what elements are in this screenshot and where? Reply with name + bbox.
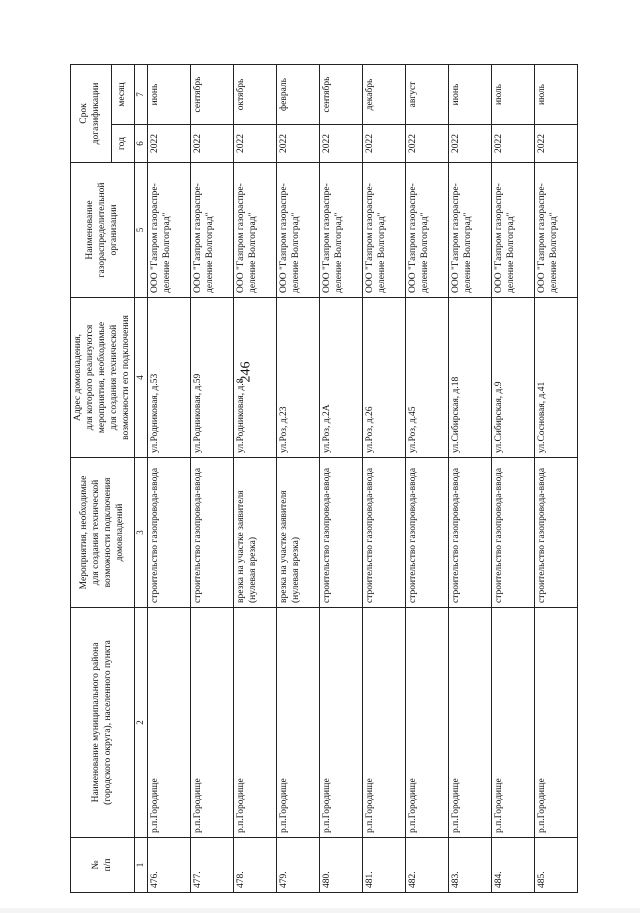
cell-measure: строительство газопровода-ввода — [406, 458, 449, 608]
cell-measure: строительство газопровода-ввода — [148, 458, 191, 608]
cell-year: 2022 — [234, 125, 277, 163]
cell-address: ул.Сибирская, д.9 — [492, 298, 535, 458]
cell-num: 478. — [234, 838, 277, 893]
column-number: 3 — [135, 458, 148, 608]
cell-org: ООО "Газпром газораспре-деление Волгоград" — [234, 163, 277, 298]
cell-settlement: р.п.Городище — [449, 608, 492, 838]
cell-year: 2022 — [191, 125, 234, 163]
table-row — [277, 65, 320, 893]
cell-settlement: р.п.Городище — [492, 608, 535, 838]
cell-address: ул.Сибирская, д.18 — [449, 298, 492, 458]
header-settlement: Наименование муниципального района (городского округа), населенного пункта — [71, 608, 135, 838]
header-month: месяц — [111, 65, 135, 125]
cell-address: ул.Роз, д.26 — [363, 298, 406, 458]
cell-month: июнь — [148, 65, 191, 125]
cell-org: ООО "Газпром газораспре-деление Волгоград" — [492, 163, 535, 298]
cell-month: август — [406, 65, 449, 125]
column-number: 1 — [135, 838, 148, 893]
header-address: Адрес домовладения, для которого реализуются мероприятия, необходимые для создания технической возможности его подключения — [71, 298, 135, 458]
column-number: 7 — [135, 65, 148, 125]
cell-measure: врезка на участке заявителя (нулевая врезка) — [234, 458, 277, 608]
cell-month: июль — [535, 65, 578, 125]
cell-measure: строительство газопровода-ввода — [191, 458, 234, 608]
cell-month: сентябрь — [191, 65, 234, 125]
cell-org: ООО "Газпром газораспре-деление Волгоград" — [363, 163, 406, 298]
cell-org: ООО "Газпром газораспре-деление Волгоград" — [191, 163, 234, 298]
cell-address: ул.Роз, д.2А — [320, 298, 363, 458]
cell-settlement: р.п.Городище — [363, 608, 406, 838]
cell-month: декабрь — [363, 65, 406, 125]
cell-measure: строительство газопровода-ввода — [449, 458, 492, 608]
cell-num: 476. — [148, 838, 191, 893]
cell-measure: врезка на участке заявителя (нулевая врезка) — [277, 458, 320, 608]
cell-settlement: р.п.Городище — [277, 608, 320, 838]
cell-address: ул.Роз, д.23 — [277, 298, 320, 458]
header-number: № п/п — [71, 838, 135, 893]
column-number-row — [135, 65, 148, 893]
cell-settlement: р.п.Городище — [320, 608, 363, 838]
cell-num: 482. — [406, 838, 449, 893]
cell-org: ООО "Газпром газораспре-деление Волгоград" — [449, 163, 492, 298]
column-number: 6 — [135, 125, 148, 163]
cell-month: сентябрь — [320, 65, 363, 125]
cell-month: июль — [492, 65, 535, 125]
cell-address: ул.Сосновая, д.41 — [535, 298, 578, 458]
cell-measure: строительство газопровода-ввода — [320, 458, 363, 608]
table-row — [406, 65, 449, 893]
cell-address: ул.Родниковая, д.53 — [148, 298, 191, 458]
cell-num: 477. — [191, 838, 234, 893]
table-row — [148, 65, 191, 893]
cell-org: ООО "Газпром газораспре-деление Волгоград" — [406, 163, 449, 298]
header-term-group: Срок догазификации — [71, 65, 112, 163]
cell-year: 2022 — [492, 125, 535, 163]
cell-num: 483. — [449, 838, 492, 893]
cell-settlement: р.п.Городище — [148, 608, 191, 838]
cell-year: 2022 — [148, 125, 191, 163]
column-number: 4 — [135, 298, 148, 458]
cell-address: ул.Роз, д.45 — [406, 298, 449, 458]
header-organization: Наименование газораспределительной организации — [71, 163, 135, 298]
cell-measure: строительство газопровода-ввода — [492, 458, 535, 608]
cell-year: 2022 — [535, 125, 578, 163]
table-row — [320, 65, 363, 893]
cell-year: 2022 — [406, 125, 449, 163]
table-body — [135, 65, 578, 893]
cell-num: 479. — [277, 838, 320, 893]
cell-measure: строительство газопровода-ввода — [363, 458, 406, 608]
cell-num: 480. — [320, 838, 363, 893]
cell-year: 2022 — [277, 125, 320, 163]
scan-edge — [0, 908, 640, 913]
table-row — [535, 65, 578, 893]
cell-num: 484. — [492, 838, 535, 893]
table-row — [492, 65, 535, 893]
cell-org: ООО "Газпром газораспре-деление Волгоград" — [148, 163, 191, 298]
cell-num: 485. — [535, 838, 578, 893]
cell-year: 2022 — [449, 125, 492, 163]
gasification-table — [70, 64, 578, 893]
header-year: год — [111, 125, 135, 163]
cell-settlement: р.п.Городище — [535, 608, 578, 838]
cell-month: октябрь — [234, 65, 277, 125]
table-row — [363, 65, 406, 893]
cell-num: 481. — [363, 838, 406, 893]
cell-settlement: р.п.Городище — [406, 608, 449, 838]
table-row — [449, 65, 492, 893]
column-number: 5 — [135, 163, 148, 298]
cell-address: ул.Родниковая, д.8 — [234, 298, 277, 458]
page-number: 246 — [238, 361, 254, 383]
cell-year: 2022 — [363, 125, 406, 163]
cell-month: февраль — [277, 65, 320, 125]
header-measure: Мероприятия, необходимые для создания технической возможности подключения домовладений — [71, 458, 135, 608]
cell-month: июнь — [449, 65, 492, 125]
cell-org: ООО "Газпром газораспре-деление Волгоград" — [320, 163, 363, 298]
cell-settlement: р.п.Городище — [191, 608, 234, 838]
cell-org: ООО "Газпром газораспре-деление Волгоград" — [277, 163, 320, 298]
cell-measure: строительство газопровода-ввода — [535, 458, 578, 608]
cell-org: ООО "Газпром газораспре-деление Волгоград" — [535, 163, 578, 298]
rotated-table-container — [70, 65, 602, 893]
cell-year: 2022 — [320, 125, 363, 163]
cell-settlement: р.п.Городище — [234, 608, 277, 838]
cell-address: ул.Родниковая, д.59 — [191, 298, 234, 458]
column-number: 2 — [135, 608, 148, 838]
table-row — [191, 65, 234, 893]
header-row — [71, 65, 112, 893]
table-row — [234, 65, 277, 893]
